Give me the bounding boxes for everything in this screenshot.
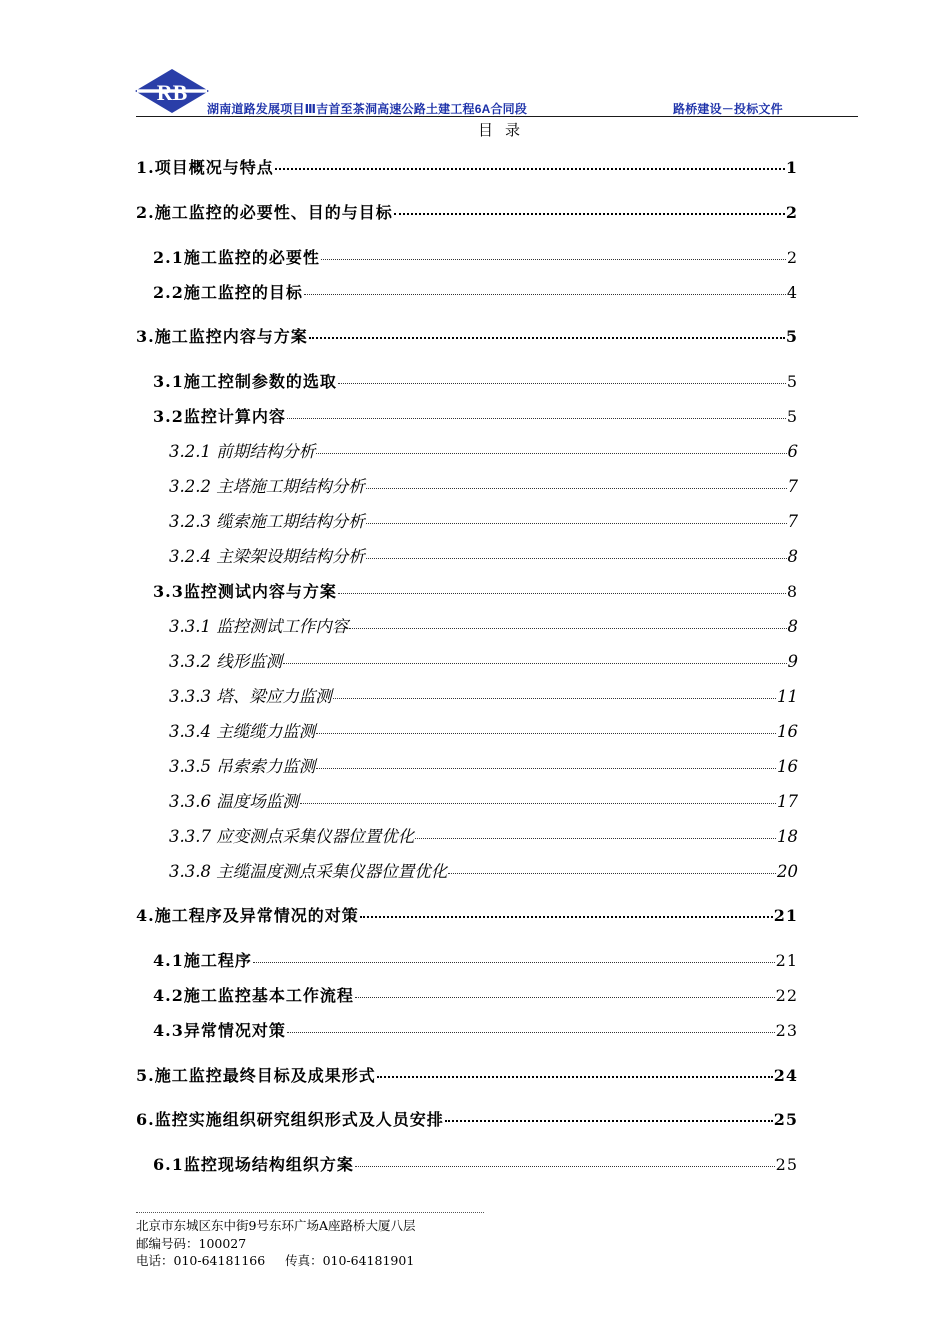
- toc-entry-title: 4.2施工监控基本工作流程: [153, 986, 354, 1005]
- footer-address: 北京市东城区东中街9号东环广场A座路桥大厦八层: [136, 1218, 416, 1233]
- toc-entry-page: 18: [777, 827, 798, 846]
- toc-entry[interactable]: [169, 756, 798, 778]
- toc-entry-page: 25: [773, 1110, 798, 1129]
- toc-leader: [338, 383, 786, 384]
- toc-entry[interactable]: [136, 202, 798, 224]
- toc-entry-page: 25: [775, 1155, 798, 1174]
- toc-entry-page: 7: [787, 477, 798, 496]
- toc-leader: [355, 1166, 775, 1167]
- toc-leader: [355, 997, 775, 998]
- toc-entry-title: 6.监控实施组织研究组织形式及人员安排: [136, 1110, 444, 1129]
- toc-leader: [415, 838, 776, 839]
- toc-entry-title: 3.3.5 吊索索力监测: [169, 757, 316, 776]
- toc-entry-page: 24: [773, 1066, 798, 1085]
- toc-entry-page: 9: [787, 652, 798, 671]
- toc-entry-title: 3.2监控计算内容: [153, 407, 286, 426]
- toc-entry[interactable]: [153, 282, 798, 304]
- toc-entry[interactable]: [153, 950, 798, 972]
- toc-entry-title: 3.3监控测试内容与方案: [153, 582, 337, 601]
- toc-entry[interactable]: [169, 476, 798, 498]
- toc-entry[interactable]: [169, 826, 798, 848]
- toc-leader: [366, 558, 787, 559]
- toc-entry-title: 4.施工程序及异常情况的对策: [136, 906, 359, 925]
- toc-entry[interactable]: [169, 861, 798, 883]
- toc-entry-title: 3.1施工控制参数的选取: [153, 372, 337, 391]
- toc-entry-title: 2.施工监控的必要性、目的与目标: [136, 203, 393, 222]
- toc-entry-title: 3.施工监控内容与方案: [136, 327, 308, 346]
- toc-entry[interactable]: [169, 721, 798, 743]
- toc-entry-page: 7: [787, 512, 798, 531]
- toc-entry-page: 8: [787, 547, 798, 566]
- footer-postcode: 邮编号码：100027: [136, 1236, 247, 1251]
- toc-entry[interactable]: [169, 686, 798, 708]
- header-project-title: 湖南道路发展项目Ⅲ吉首至茶洞高速公路土建工程6A合同段: [207, 102, 528, 116]
- toc-leader: [287, 1032, 775, 1033]
- toc-entry-title: 1.项目概况与特点: [136, 158, 274, 177]
- toc-entry[interactable]: [153, 1154, 798, 1176]
- toc-entry-title: 3.3.2 线形监测: [169, 652, 283, 671]
- toc-entry-title: 3.2.4 主梁架设期结构分析: [169, 547, 365, 566]
- toc-entry[interactable]: [169, 511, 798, 533]
- toc-title: 目录: [477, 121, 532, 139]
- toc-entry-page: 6: [787, 442, 798, 461]
- toc-leader: [338, 593, 786, 594]
- toc-entry-title: 3.3.1 监控测试工作内容: [169, 617, 349, 636]
- toc-entry-title: 3.2.2 主塔施工期结构分析: [169, 477, 365, 496]
- toc-entry-title: 3.2.1 前期结构分析: [169, 442, 316, 461]
- logo-text: RB: [156, 80, 188, 105]
- toc-leader: [366, 523, 787, 524]
- toc-entry[interactable]: [169, 546, 798, 568]
- toc-entry-page: 5: [786, 407, 798, 426]
- toc-leader: [253, 962, 775, 963]
- toc-entry-page: 17: [777, 792, 798, 811]
- toc-entry[interactable]: [136, 326, 798, 348]
- toc-entry[interactable]: [169, 791, 798, 813]
- toc-leader: [304, 294, 786, 295]
- toc-entry-title: 3.3.4 主缆缆力监测: [169, 722, 316, 741]
- toc-entry-page: 11: [777, 687, 798, 706]
- toc-entry-page: 5: [785, 327, 798, 346]
- toc-leader: [394, 213, 785, 215]
- toc-leader: [321, 259, 786, 260]
- toc-entry-title: 2.1施工监控的必要性: [153, 248, 320, 267]
- toc-entry-title: 5.施工监控最终目标及成果形式: [136, 1066, 376, 1085]
- toc-entry[interactable]: [153, 1020, 798, 1042]
- toc-leader: [287, 418, 786, 419]
- toc-leader: [448, 873, 776, 874]
- header-divider: [136, 116, 858, 117]
- toc-leader: [316, 768, 776, 769]
- toc-entry[interactable]: [169, 441, 798, 463]
- toc-entry-page: 22: [775, 986, 798, 1005]
- toc-entry-title: 2.2施工监控的目标: [153, 283, 303, 302]
- toc-entry[interactable]: [153, 985, 798, 1007]
- toc-entry[interactable]: [153, 581, 798, 603]
- toc-entry-title: 3.3.7 应变测点采集仪器位置优化: [169, 827, 415, 846]
- toc-entry[interactable]: [169, 651, 798, 673]
- toc-leader: [283, 663, 786, 664]
- toc-entry-title: 3.3.6 温度场监测: [169, 792, 299, 811]
- toc-entry[interactable]: [136, 905, 798, 927]
- toc-entry-page: 23: [775, 1021, 798, 1040]
- header-document-type: 路桥建设－投标文件: [673, 102, 783, 116]
- toc-entry-page: 16: [777, 757, 798, 776]
- toc-entry-page: 1: [785, 158, 798, 177]
- toc-leader: [309, 337, 785, 339]
- toc-entry-page: 2: [785, 203, 798, 222]
- toc-entry-page: 21: [773, 906, 798, 925]
- footer-phone-fax: 电话：010-64181166 传真：010-64181901: [136, 1253, 415, 1268]
- toc-entry[interactable]: [169, 616, 798, 638]
- toc-leader: [333, 698, 776, 699]
- toc-leader: [349, 628, 786, 629]
- toc-entry[interactable]: [153, 371, 798, 393]
- toc-entry-page: 20: [777, 862, 798, 881]
- toc-entry-page: 2: [786, 248, 798, 267]
- toc-leader: [300, 803, 776, 804]
- toc-entry-page: 21: [775, 951, 798, 970]
- toc-entry[interactable]: [136, 157, 798, 179]
- toc-entry-title: 4.3异常情况对策: [153, 1021, 286, 1040]
- toc-leader: [377, 1076, 773, 1078]
- toc-leader: [360, 916, 773, 918]
- toc-entry[interactable]: [136, 1065, 798, 1087]
- toc-entry-title: 6.1监控现场结构组织方案: [153, 1155, 354, 1174]
- toc-entry[interactable]: [153, 247, 798, 269]
- toc-leader: [445, 1120, 773, 1122]
- toc-leader: [275, 168, 785, 170]
- toc-entry[interactable]: [153, 406, 798, 428]
- toc-leader: [316, 733, 776, 734]
- toc-entry-page: 8: [786, 582, 798, 601]
- toc-leader: [316, 453, 786, 454]
- footer-divider: [136, 1212, 484, 1213]
- toc-entry-title: 3.3.3 塔、梁应力监测: [169, 687, 332, 706]
- toc-entry-title: 3.3.8 主缆温度测点采集仪器位置优化: [169, 862, 448, 881]
- toc-leader: [366, 488, 787, 489]
- rb-logo: [134, 68, 210, 114]
- toc-entry-page: 5: [786, 372, 798, 391]
- toc-entry-title: 4.1施工程序: [153, 951, 252, 970]
- toc-entry-page: 4: [786, 283, 798, 302]
- toc-entry-title: 3.2.3 缆索施工期结构分析: [169, 512, 365, 531]
- toc-entry-page: 16: [777, 722, 798, 741]
- toc-entry[interactable]: [136, 1109, 798, 1131]
- toc-entry-page: 8: [787, 617, 798, 636]
